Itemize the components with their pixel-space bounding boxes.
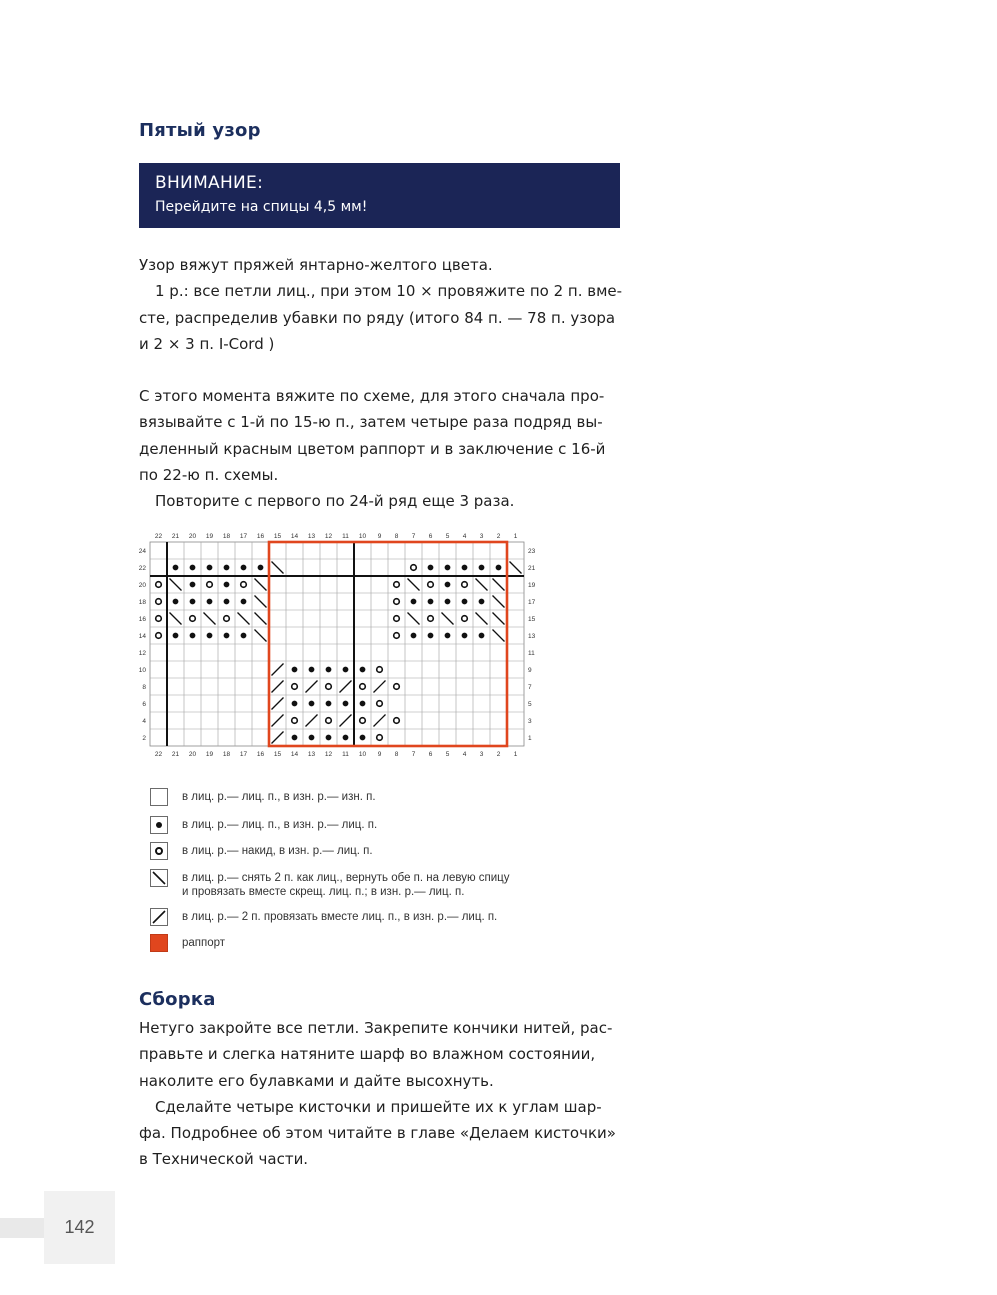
text-line: Узор вяжут пряжей янтарно-желтого цвета. xyxy=(139,256,493,274)
text-line: Сделайте четыре кисточки и пришейте их к углам шар- xyxy=(155,1097,602,1116)
column-label: 22 xyxy=(154,533,163,540)
dot-mark xyxy=(292,735,298,741)
column-label: 3 xyxy=(479,533,484,540)
dot-mark xyxy=(309,667,315,673)
column-label: 20 xyxy=(188,533,197,540)
text-line: Повторите с первого по 24-й ряд еще 3 раза. xyxy=(155,492,515,511)
empty-square-icon xyxy=(150,788,168,806)
dot-mark xyxy=(326,667,332,673)
dot-mark xyxy=(411,633,417,639)
row-label: 6 xyxy=(142,701,146,708)
column-label: 10 xyxy=(358,533,367,540)
column-label: 11 xyxy=(342,751,349,758)
page-edge-tab xyxy=(0,1218,44,1238)
dot-mark xyxy=(258,565,264,571)
section-title-pattern: Пятый узор xyxy=(139,120,261,141)
row-label: 13 xyxy=(528,633,536,640)
legend-text: в лиц. р.— накид, в изн. р.— лиц. п. xyxy=(182,845,373,857)
dot-mark xyxy=(445,633,451,639)
knitting-chart xyxy=(134,528,544,760)
dot-mark xyxy=(292,667,298,673)
row-label: 19 xyxy=(528,582,536,589)
dot-mark xyxy=(445,582,451,588)
text-line: 1 р.: все петли лиц., при этом 10 × провяжите по 2 п. вме- xyxy=(155,282,623,301)
column-label: 16 xyxy=(256,751,265,758)
legend-item-purl-dot xyxy=(150,816,377,834)
row-label: 1 xyxy=(528,735,532,742)
column-label: 22 xyxy=(154,751,163,758)
dot-mark xyxy=(173,599,179,605)
row-label: 15 xyxy=(528,616,536,623)
dot-mark xyxy=(428,565,434,571)
attention-text: Перейдите на спицы 4,5 мм! xyxy=(155,199,368,215)
section-title-assembly: Сборка xyxy=(139,989,216,1010)
column-label: 13 xyxy=(307,533,316,540)
dot-mark xyxy=(343,667,349,673)
dot-mark xyxy=(241,633,247,639)
dot-mark xyxy=(309,701,315,707)
text-line: и 2 × 3 п. I-Cord ) xyxy=(139,334,275,353)
dot-mark xyxy=(190,565,196,571)
column-label: 2 xyxy=(496,533,501,540)
backslash-icon xyxy=(150,869,168,887)
column-label: 9 xyxy=(377,751,382,758)
column-label: 12 xyxy=(324,751,333,758)
row-label: 14 xyxy=(138,633,146,640)
intro-paragraph xyxy=(139,252,623,357)
attention-box xyxy=(139,163,620,228)
legend-text: раппорт xyxy=(182,937,226,949)
dot-mark xyxy=(190,633,196,639)
dot-mark xyxy=(479,565,485,571)
legend-text: в лиц. р.— лиц. п., в изн. р.— изн. п. xyxy=(182,791,376,803)
row-label: 10 xyxy=(138,667,146,674)
chart-instructions-paragraph xyxy=(139,383,614,514)
dot-mark xyxy=(360,701,366,707)
column-label: 5 xyxy=(445,751,450,758)
text-line: С этого момента вяжите по схеме, для этого сначала про- xyxy=(139,387,605,405)
column-label: 7 xyxy=(411,533,416,540)
column-label: 13 xyxy=(307,751,316,758)
row-label: 17 xyxy=(528,599,536,606)
dot-mark xyxy=(343,701,349,707)
page-number: 142 xyxy=(64,1217,95,1237)
column-label: 14 xyxy=(290,751,299,758)
dot-mark xyxy=(309,735,315,741)
slash-icon xyxy=(150,908,168,926)
row-label: 24 xyxy=(138,548,146,555)
column-label: 17 xyxy=(239,533,248,540)
column-label: 18 xyxy=(222,751,231,758)
row-label: 9 xyxy=(528,667,532,674)
text-line: фа. Подробнее об этом читайте в главе «Делаем кисточки» xyxy=(139,1124,616,1143)
column-label: 19 xyxy=(205,533,214,540)
column-label: 15 xyxy=(273,751,282,758)
text-line: Нетуго закройте все петли. Закрепите кончики нитей, рас- xyxy=(139,1019,613,1037)
text-line: в Технической части. xyxy=(139,1150,309,1169)
legend-text: в лиц. р.— лиц. п., в изн. р.— лиц. п. xyxy=(182,819,378,831)
legend-item-knit xyxy=(150,788,376,806)
text-line: деленный красным цветом раппорт и в заключение с 16-й xyxy=(139,439,606,458)
dot-icon xyxy=(150,816,168,834)
dot-mark xyxy=(360,667,366,673)
row-label: 5 xyxy=(528,701,532,708)
row-label: 4 xyxy=(142,718,146,725)
dot-mark xyxy=(224,582,230,588)
dot-mark xyxy=(479,633,485,639)
dot-mark xyxy=(207,633,213,639)
dot-mark xyxy=(496,565,502,571)
dot-mark xyxy=(173,565,179,571)
legend-item-yarn-over xyxy=(150,842,373,860)
dot-mark xyxy=(479,599,485,605)
dot-mark xyxy=(326,735,332,741)
column-label: 18 xyxy=(222,533,231,540)
dot-mark xyxy=(224,633,230,639)
column-label: 15 xyxy=(273,533,282,540)
column-label: 7 xyxy=(411,751,416,758)
column-label: 21 xyxy=(171,751,180,758)
column-label: 9 xyxy=(377,533,382,540)
column-label: 21 xyxy=(171,533,180,540)
dot-mark xyxy=(428,633,434,639)
row-label: 3 xyxy=(528,718,532,725)
column-label: 11 xyxy=(342,533,349,540)
legend-text: в лиц. р.— 2 п. провязать вместе лиц. п., в изн. р.— лиц. п. xyxy=(182,911,498,923)
column-label: 6 xyxy=(428,533,433,540)
column-label: 6 xyxy=(428,751,433,758)
row-label: 23 xyxy=(528,548,536,555)
text-line: по 22-ю п. схемы. xyxy=(139,465,279,484)
dot-mark xyxy=(207,565,213,571)
dot-mark xyxy=(428,599,434,605)
row-label: 7 xyxy=(528,684,532,691)
column-label: 8 xyxy=(394,751,399,758)
dot-mark xyxy=(241,599,247,605)
dot-mark xyxy=(207,599,213,605)
row-label: 2 xyxy=(142,735,146,742)
column-label: 3 xyxy=(479,751,484,758)
row-label: 18 xyxy=(138,599,146,606)
column-label: 8 xyxy=(394,533,399,540)
dot-mark xyxy=(190,582,196,588)
assembly-paragraph xyxy=(139,1015,614,1173)
row-label: 21 xyxy=(528,565,536,572)
dot-mark xyxy=(462,633,468,639)
text-line: сте, распределив убавки по ряду (итого 84 п. — 78 п. узора xyxy=(139,308,616,327)
column-label: 17 xyxy=(239,751,248,758)
legend-item-k2tog xyxy=(150,908,497,926)
column-label: 10 xyxy=(358,751,367,758)
red-square-icon xyxy=(150,934,168,952)
dot-mark xyxy=(173,633,179,639)
column-label: 1 xyxy=(513,751,518,758)
column-label: 19 xyxy=(205,751,214,758)
dot-mark xyxy=(411,599,417,605)
column-label: 5 xyxy=(445,533,450,540)
column-label: 4 xyxy=(462,533,467,540)
row-label: 11 xyxy=(528,650,535,657)
row-label: 16 xyxy=(138,616,146,623)
column-label: 2 xyxy=(496,751,501,758)
row-label: 22 xyxy=(138,565,146,572)
column-label: 14 xyxy=(290,533,299,540)
dot-mark xyxy=(462,565,468,571)
dot-mark xyxy=(445,565,451,571)
legend-text: в лиц. р.— снять 2 п. как лиц., вернуть обе п. на левую спицу и провязать вместе скрещ. лиц. п.; в изн. р.— лиц. п. xyxy=(182,872,510,898)
legend-item-rapport xyxy=(150,934,225,952)
row-label: 8 xyxy=(142,684,146,691)
dot-mark xyxy=(224,565,230,571)
dot-mark xyxy=(462,599,468,605)
column-label: 4 xyxy=(462,751,467,758)
dot-mark xyxy=(445,599,451,605)
column-label: 16 xyxy=(256,533,265,540)
dot-mark xyxy=(224,599,230,605)
row-label: 20 xyxy=(138,582,146,589)
dot-mark xyxy=(292,701,298,707)
column-label: 12 xyxy=(324,533,333,540)
dot-mark xyxy=(360,735,366,741)
column-label: 20 xyxy=(188,751,197,758)
dot-mark xyxy=(326,701,332,707)
row-label: 12 xyxy=(138,650,146,657)
text-line: правьте и слегка натяните шарф во влажном состоянии, xyxy=(139,1045,596,1064)
attention-title: ВНИМАНИЕ: xyxy=(155,173,264,193)
text-line: вязывайте с 1-й по 15-ю п., затем четыре раза подряд вы- xyxy=(139,413,603,432)
column-label: 1 xyxy=(513,533,518,540)
text-line: наколите его булавками и дайте высохнуть. xyxy=(139,1071,494,1090)
dot-mark xyxy=(343,735,349,741)
dot-mark xyxy=(190,599,196,605)
dot-mark xyxy=(241,565,247,571)
ring-icon xyxy=(150,842,168,860)
legend-item-ssk xyxy=(150,869,510,899)
